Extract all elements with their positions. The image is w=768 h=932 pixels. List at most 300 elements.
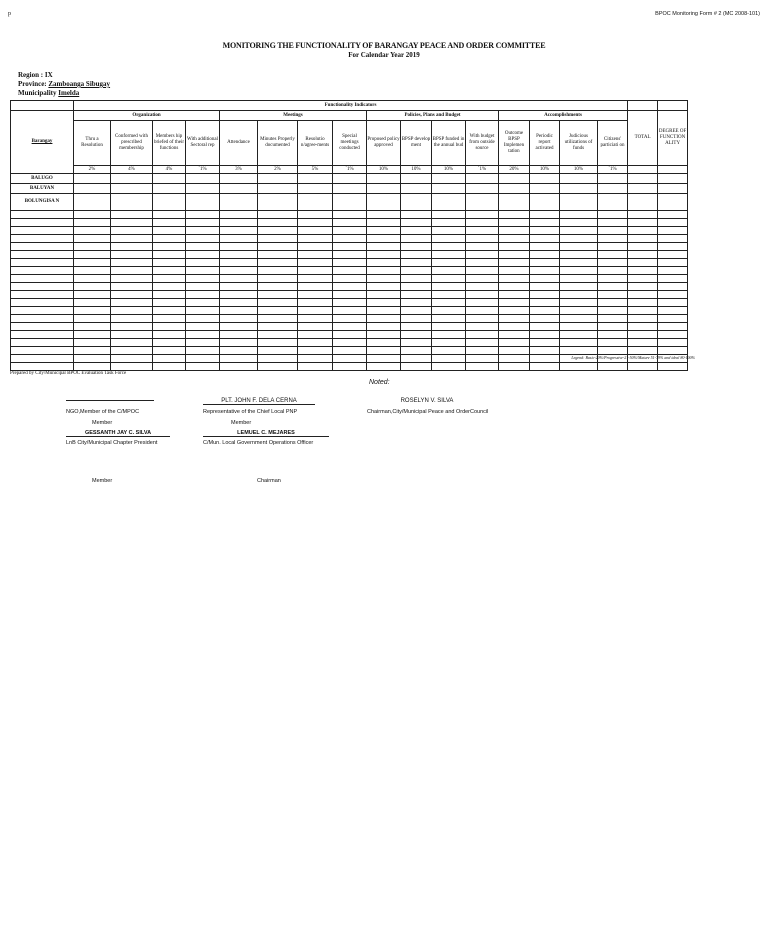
table-cell [186,355,220,363]
table-cell [111,259,153,267]
table-cell [466,283,499,291]
table-cell [658,227,688,235]
table-cell [432,363,466,371]
table-cell [432,323,466,331]
table-cell [466,275,499,283]
region-value: IX [44,71,53,79]
table-cell [401,259,432,267]
table-cell [530,243,560,251]
page-title: MONITORING THE FUNCTIONALITY OF BARANGAY PEACE AND ORDER COMMITTEE [222,41,546,50]
table-row [11,315,688,323]
barangay-cell [11,291,74,299]
table-cell [74,259,111,267]
column-header: Special meetings conducted [333,121,367,166]
table-cell [258,355,298,363]
column-weight: 4% [111,166,153,174]
table-cell [153,235,186,243]
table-cell [298,347,333,355]
chairman-label: Chairman [257,478,281,484]
table-cell [153,243,186,251]
table-cell [658,323,688,331]
table-cell [432,307,466,315]
table-cell [560,227,598,235]
column-header: Attendance [220,121,258,166]
table-cell [220,331,258,339]
table-cell [499,323,530,331]
table-cell [466,307,499,315]
table-cell [367,174,401,184]
table-cell [220,235,258,243]
table-cell [598,227,628,235]
table-cell [598,299,628,307]
table-cell [186,251,220,259]
table-cell [153,227,186,235]
table-cell [153,194,186,211]
table-row [11,363,688,371]
table-cell [333,194,367,211]
table-cell [298,194,333,211]
table-cell [367,315,401,323]
table-cell [298,227,333,235]
page-subtitle: For Calendar Year 2019 [348,51,420,59]
table-cell [628,227,658,235]
table-cell [628,283,658,291]
table-cell [333,184,367,194]
table-cell [598,315,628,323]
table-cell [530,227,560,235]
table-cell [658,331,688,339]
table-cell [111,219,153,227]
table-cell [560,363,598,371]
table-cell [628,267,658,275]
table-cell [367,235,401,243]
table-cell [401,363,432,371]
table-cell [530,291,560,299]
table-row [11,243,688,251]
table-cell [186,267,220,275]
table-cell [111,174,153,184]
table-cell [220,275,258,283]
table-cell [258,174,298,184]
table-cell [153,339,186,347]
table-cell [401,267,432,275]
table-cell [258,227,298,235]
table-cell [499,291,530,299]
column-weight: 3% [220,166,258,174]
table-cell [111,307,153,315]
barangay-cell [11,259,74,267]
table-cell [74,339,111,347]
table-cell [220,194,258,211]
table-cell [530,219,560,227]
table-cell [432,194,466,211]
table-cell [401,315,432,323]
table-cell [258,347,298,355]
table-cell [628,243,658,251]
table-cell [401,219,432,227]
table-cell [658,363,688,371]
table-cell [432,275,466,283]
table-cell [258,184,298,194]
column-weight: 10% [401,166,432,174]
table-cell [111,299,153,307]
table-cell [298,339,333,347]
pnp-name: PLT. JOHN F. DELA CERNA [203,398,315,405]
table-cell [401,211,432,219]
member-label-3: Member [92,478,113,484]
table-cell [560,235,598,243]
table-cell [153,251,186,259]
table-row [11,267,688,275]
table-cell [658,235,688,243]
table-cell [499,331,530,339]
municipality-label: Municipality [18,89,59,97]
table-cell [598,307,628,315]
table-cell [598,174,628,184]
table-cell [186,347,220,355]
table-cell [432,267,466,275]
table-cell [186,323,220,331]
table-cell [111,315,153,323]
table-cell [466,355,499,363]
table-cell [499,315,530,323]
table-cell [401,355,432,363]
table-cell [560,315,598,323]
region-line [18,71,53,79]
table-cell [628,307,658,315]
table-cell [298,235,333,243]
table-cell [530,315,560,323]
table-cell [658,184,688,194]
table-cell [153,307,186,315]
table-cell [499,267,530,275]
table-cell [258,211,298,219]
table-cell [466,339,499,347]
table-cell [258,235,298,243]
table-cell [153,184,186,194]
table-cell [598,259,628,267]
table-cell [74,194,111,211]
table-cell [530,363,560,371]
table-cell [298,251,333,259]
barangay-cell [11,211,74,219]
blank-header-cell [658,101,688,111]
table-cell [74,307,111,315]
noted-label: Noted: [369,379,390,386]
column-header: BPSP funded in the annual bud [432,121,466,166]
table-cell [432,315,466,323]
table-cell [367,291,401,299]
table-cell [153,283,186,291]
table-cell [598,363,628,371]
blank-header-cell [628,101,658,111]
table-cell [220,355,258,363]
table-cell [598,235,628,243]
table-cell [401,275,432,283]
barangay-cell [11,331,74,339]
table-cell [186,174,220,184]
table-cell [628,235,658,243]
group-organization: Organization [74,111,220,121]
table-cell [530,259,560,267]
column-header: Judicious utilizations of funds [560,121,598,166]
table-cell [628,323,658,331]
table-cell [258,275,298,283]
table-cell [628,259,658,267]
table-cell [298,363,333,371]
column-weight: `1% [466,166,499,174]
column-header: Conformed with prescribed membership [111,121,153,166]
table-cell [658,259,688,267]
column-header: Members hip briefed of their functions [153,121,186,166]
column-weight: `1% [598,166,628,174]
table-cell [560,219,598,227]
barangay-cell: BOLUNGISA N [11,194,74,211]
table-cell [530,299,560,307]
table-cell [401,174,432,184]
table-cell [598,243,628,251]
table-cell [628,347,658,355]
table-cell [258,339,298,347]
table-cell [432,259,466,267]
table-cell [401,347,432,355]
table-cell [466,219,499,227]
municipality-value: Imelda [58,89,80,97]
table-cell [153,275,186,283]
table-cell [333,211,367,219]
table-cell [466,243,499,251]
table-cell [333,275,367,283]
table-cell [258,331,298,339]
table-cell [628,251,658,259]
barangay-cell: BALUGO [11,174,74,184]
table-cell [111,251,153,259]
table-cell [499,275,530,283]
table-cell [530,331,560,339]
table-cell [628,194,658,211]
table-cell [153,291,186,299]
table-cell [220,299,258,307]
column-weight: 2% [74,166,111,174]
table-cell [499,227,530,235]
table-cell [153,259,186,267]
table-cell [628,291,658,299]
table-cell [220,243,258,251]
table-cell [658,347,688,355]
table-cell [401,323,432,331]
table-cell [74,315,111,323]
table-cell [499,251,530,259]
table-cell [499,363,530,371]
table-cell [401,283,432,291]
table-cell [432,299,466,307]
table-cell [560,275,598,283]
table-cell [220,219,258,227]
table-cell [333,323,367,331]
table-cell [367,283,401,291]
table-cell [186,211,220,219]
barangay-cell [11,315,74,323]
table-cell [220,363,258,371]
barangay-header: Barangay [11,111,74,174]
table-cell [628,184,658,194]
column-header: Resolutio n/agree-ments [298,121,333,166]
table-cell [530,355,560,363]
table-cell [367,355,401,363]
barangay-cell [11,347,74,355]
table-cell [560,339,598,347]
table-cell [658,315,688,323]
column-header: Proposed policy approved [367,121,401,166]
table-cell [153,211,186,219]
table-cell [466,227,499,235]
barangay-cell [11,283,74,291]
table-cell [153,323,186,331]
member-label-2: Member [231,420,252,426]
table-cell [401,339,432,347]
table-row [11,283,688,291]
functionality-indicators-header: Functionality Indicators [74,101,628,111]
table-cell [499,355,530,363]
table-cell [153,347,186,355]
table-cell [598,323,628,331]
table-cell [499,307,530,315]
table-cell [401,307,432,315]
table-cell [74,275,111,283]
functionality-table [10,100,688,371]
table-cell [298,267,333,275]
table-cell [560,267,598,275]
table-row [11,227,688,235]
total-header: TOTAL [628,111,658,166]
table-cell [74,355,111,363]
table-cell [333,219,367,227]
table-cell [530,347,560,355]
table-cell [74,291,111,299]
table-cell [74,283,111,291]
table-cell [111,347,153,355]
table-cell [111,363,153,371]
table-cell [220,174,258,184]
table-cell [220,291,258,299]
table-cell [333,259,367,267]
table-cell [598,267,628,275]
table-cell [153,267,186,275]
province-label: Province: [18,80,49,88]
table-cell [432,219,466,227]
table-cell [111,275,153,283]
table-cell [628,219,658,227]
table-cell [298,259,333,267]
table-cell [258,291,298,299]
table-cell [401,331,432,339]
lnb-name: GESSANTH JAY C. SILVA [66,430,170,437]
table-cell [367,323,401,331]
table-cell [432,347,466,355]
table-cell [186,363,220,371]
barangay-cell [11,355,74,363]
table-cell [367,194,401,211]
table-cell [432,174,466,184]
table-cell [298,211,333,219]
table-cell [628,211,658,219]
table-row [11,339,688,347]
column-weight: `1% [186,166,220,174]
table-cell [186,283,220,291]
table-cell [186,227,220,235]
table-cell [333,347,367,355]
table-cell [658,283,688,291]
column-header: BPSP develop ment [401,121,432,166]
table-cell [333,355,367,363]
table-cell [153,355,186,363]
table-cell [333,267,367,275]
table-cell [560,174,598,184]
chairman-name: ROSELYN V. SILVA [400,398,454,404]
barangay-cell [11,251,74,259]
table-cell [401,291,432,299]
table-cell [111,267,153,275]
table-cell [367,259,401,267]
column-weight: 10% [560,166,598,174]
table-cell [298,323,333,331]
table-cell [74,174,111,184]
table-cell [466,174,499,184]
chairman-role: Chairman,City/Municipal Peace and OrderCouncil [367,409,489,415]
table-cell [530,307,560,315]
table-cell [367,299,401,307]
form-id: BPOC Monitoring Form # 2 (MC 2008-101) [655,11,760,17]
table-cell [74,251,111,259]
column-weight: 10% [432,166,466,174]
group-meetings: Meetings [220,111,367,121]
table-cell [530,235,560,243]
table-row [11,211,688,219]
table-cell [367,184,401,194]
table-cell [333,291,367,299]
table-cell [530,267,560,275]
table-row [11,331,688,339]
table-cell [367,211,401,219]
table-cell [658,339,688,347]
table-cell [298,315,333,323]
table-cell [186,219,220,227]
table-cell [298,174,333,184]
table-cell [186,299,220,307]
table-cell [658,243,688,251]
table-cell [401,227,432,235]
group-accomplishments: Accomplishments [499,111,628,121]
ngo-signature-line [66,400,154,401]
table-cell [432,211,466,219]
table-row [11,299,688,307]
table-cell [499,219,530,227]
table-cell [220,323,258,331]
table-cell [560,299,598,307]
table-cell [530,174,560,184]
table-cell [598,291,628,299]
table-cell [111,323,153,331]
table-cell [220,227,258,235]
table-cell [401,243,432,251]
table-cell [258,363,298,371]
table-cell [258,299,298,307]
table-cell [499,299,530,307]
corner-blank-cell [11,101,74,111]
table-cell [658,275,688,283]
table-cell [74,363,111,371]
prepared-by: Prepared by City/Municipal BPOC Evaluation Task Force [10,371,127,376]
